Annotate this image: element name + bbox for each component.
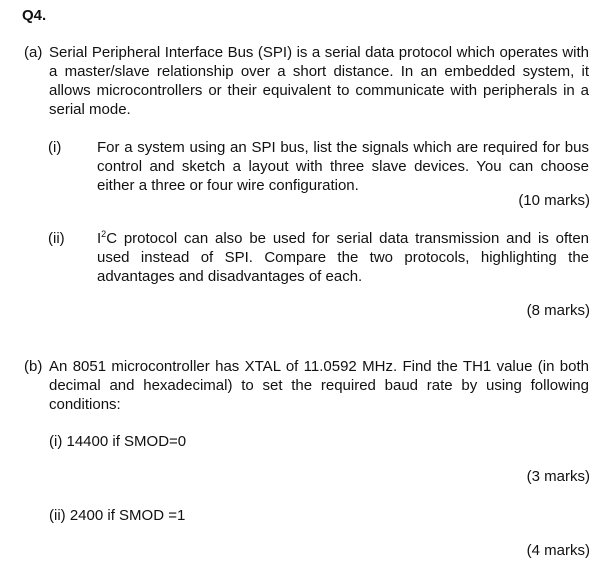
part-a-ii-text <box>97 229 589 286</box>
part-a-label: (a) <box>24 44 43 61</box>
part-b-text: An 8051 microcontroller has XTAL of 11.0592 MHz. Find the TH1 value (in both decimal and hexadecimal) to set the required baud rate by using following conditions: <box>49 358 589 413</box>
part-a-text: Serial Peripheral Interface Bus (SPI) is a serial data protocol which operates with a master/slave relationship over a short distance. In an embedded system, it allows microcontrollers or their equivalent to communicate with peripherals in a serial mode. <box>49 44 589 118</box>
part-b-ii-text: (ii) 2400 if SMOD =1 <box>49 507 186 524</box>
part-a-ii-marks: (8 marks) <box>526 302 590 319</box>
part-a-i-label: (i) <box>48 139 62 156</box>
part-a-ii-label: (ii) <box>48 230 65 247</box>
part-a-i-marks: (10 marks) <box>518 192 590 209</box>
part-a-ii-text-rest: C protocol can also be used for serial data transmission and is often used instead of SPI. Compare the two protocols, highlighting the advantages and disadvantages of each. <box>97 230 589 285</box>
question-number: Q4. <box>22 7 47 24</box>
i2c-superscript: 2 <box>101 229 107 239</box>
part-b-i-text: (i) 14400 if SMOD=0 <box>49 433 187 450</box>
i2c-prefix: I <box>97 230 102 247</box>
part-a-i-text: For a system using an SPI bus, list the signals which are required for bus control and sketch a layout with three slave devices. You can choose either a three or four wire configuration. <box>97 139 589 194</box>
part-b-ii-marks: (4 marks) <box>526 542 590 559</box>
part-b-i-marks: (3 marks) <box>526 468 590 485</box>
part-b-label: (b) <box>24 358 43 375</box>
